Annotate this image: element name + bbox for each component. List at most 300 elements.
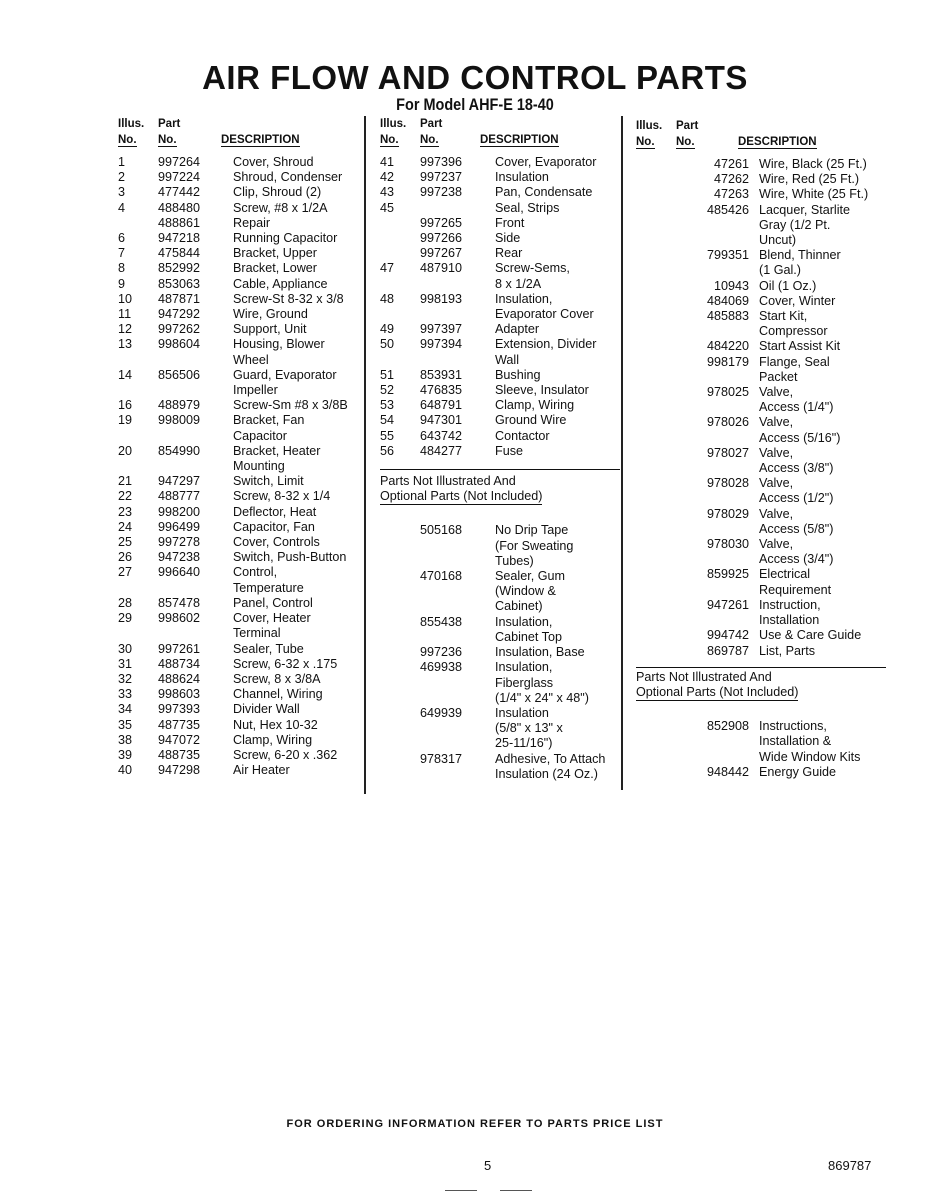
part-row <box>380 615 620 630</box>
illus-number <box>636 644 674 659</box>
part-number: 488861 <box>158 215 201 230</box>
part-row <box>380 383 620 398</box>
part-number: 47263 <box>713 187 749 202</box>
illus-number: 11 <box>118 307 132 322</box>
part-description: Terminal <box>233 626 281 641</box>
part-number <box>420 599 495 614</box>
part-number: 998179 <box>706 354 749 369</box>
part-row <box>118 718 363 733</box>
part-row <box>380 292 620 307</box>
part-row <box>118 733 363 748</box>
part-number <box>158 581 233 596</box>
part-row <box>118 261 363 276</box>
part-description: (1/4" x 24" x 48") <box>495 690 589 705</box>
illus-number <box>636 400 674 415</box>
part-row <box>118 277 363 292</box>
part-description: Pan, Condensate <box>495 185 593 200</box>
part-description: Cover, Heater <box>233 611 311 626</box>
part-number: 997397 <box>420 322 463 337</box>
part-header-top: Part <box>420 118 443 130</box>
part-description: Housing, Blower <box>233 337 325 352</box>
optional-heading-line2: Optional Parts (Not Included) <box>636 685 798 701</box>
part-number: 855438 <box>420 614 463 629</box>
part-row <box>380 277 620 292</box>
illus-number: 12 <box>118 322 133 337</box>
part-row <box>636 476 886 491</box>
illus-number: 23 <box>118 504 133 519</box>
part-description: Fuse <box>495 443 523 458</box>
part-number <box>674 263 759 278</box>
part-description: Gray (1/2 Pt. <box>759 217 831 232</box>
part-number <box>674 233 759 248</box>
part-description: Bracket, Upper <box>233 246 317 261</box>
part-description: Screw-Sm #8 x 3/8B <box>233 398 348 413</box>
part-row <box>118 413 363 428</box>
part-row <box>380 246 620 261</box>
part-row <box>380 413 620 428</box>
part-number: 997265 <box>420 215 463 230</box>
page-number: 5 <box>484 1158 492 1173</box>
illus-number <box>380 216 420 231</box>
illus-number <box>636 734 674 749</box>
part-row <box>380 706 620 721</box>
part-number: 947072 <box>158 732 201 747</box>
part-number <box>420 691 495 706</box>
part-description: Channel, Wiring <box>233 687 323 702</box>
part-number: 998602 <box>158 611 201 626</box>
part-row <box>118 702 363 717</box>
illus-header-bottom: No. <box>636 136 655 148</box>
part-row <box>380 337 620 352</box>
illus-header-top: Illus. <box>380 118 407 130</box>
part-number: 47262 <box>713 172 749 187</box>
part-number <box>420 584 495 599</box>
part-description: Temperature <box>233 580 304 595</box>
illus-number <box>380 353 420 368</box>
part-description: Fiberglass <box>495 675 554 690</box>
illus-number <box>636 567 674 582</box>
optional-parts-list <box>636 719 886 780</box>
part-row <box>380 767 620 782</box>
part-description: Insulation <box>495 170 549 185</box>
parts-column-2 <box>380 118 620 782</box>
part-description: Switch, Limit <box>233 474 304 489</box>
part-description: Cover, Shroud <box>233 155 314 169</box>
part-description: Access (1/2") <box>759 491 834 506</box>
part-row <box>636 203 886 218</box>
illus-number: 13 <box>118 337 133 352</box>
illus-number: 25 <box>118 535 133 550</box>
part-row <box>636 415 886 430</box>
part-row <box>118 505 363 520</box>
part-number <box>158 383 233 398</box>
illus-header-top: Illus. <box>118 118 145 130</box>
part-number: 643742 <box>420 428 463 443</box>
part-description: Instructions, <box>759 719 827 734</box>
part-row <box>636 233 886 248</box>
part-description: Blend, Thinner <box>759 248 841 263</box>
scan-mark <box>445 1190 477 1191</box>
part-description: Shroud, Condenser <box>233 170 343 185</box>
part-row <box>118 231 363 246</box>
illus-number: 50 <box>380 337 395 352</box>
illus-number <box>636 279 674 294</box>
illus-number: 47 <box>380 261 395 276</box>
part-description: Repair <box>233 215 271 230</box>
part-number: 484277 <box>420 443 463 458</box>
part-description: Cover, Winter <box>759 293 836 308</box>
part-number: 856506 <box>158 367 201 382</box>
part-description: Contactor <box>495 428 550 443</box>
part-description: Clip, Shroud (2) <box>233 185 322 200</box>
part-number: 978026 <box>706 415 749 430</box>
part-row <box>118 581 363 596</box>
part-description: Wire, Red (25 Ft.) <box>759 172 860 187</box>
part-description: Cover, Evaporator <box>495 155 597 169</box>
part-number: 948442 <box>706 764 749 779</box>
part-description: Valve, <box>759 445 794 460</box>
illus-number <box>636 370 674 385</box>
part-row <box>118 520 363 535</box>
part-row <box>118 672 363 687</box>
illus-number <box>380 706 420 721</box>
part-number: 997237 <box>420 170 463 185</box>
part-description: Insulation, <box>495 291 553 306</box>
illus-number <box>380 736 420 751</box>
part-row <box>118 657 363 672</box>
part-description: Lacquer, Starlite <box>759 202 851 217</box>
part-number <box>674 491 759 506</box>
part-number: 484069 <box>706 293 749 308</box>
illus-number: 45 <box>380 200 395 215</box>
part-row <box>636 400 886 415</box>
part-number <box>420 676 495 691</box>
illus-number: 2 <box>118 170 126 185</box>
part-number <box>420 539 495 554</box>
illus-number <box>380 767 420 782</box>
part-description: Flange, Seal <box>759 354 830 369</box>
part-row <box>118 201 363 216</box>
part-row <box>118 292 363 307</box>
part-row <box>636 750 886 765</box>
illus-number <box>636 157 674 172</box>
part-row <box>380 201 620 216</box>
illus-number <box>380 615 420 630</box>
column-header <box>118 118 363 152</box>
illus-number: 54 <box>380 413 395 428</box>
part-description: Valve, <box>759 415 794 430</box>
part-row <box>118 763 363 778</box>
part-description: Mounting <box>233 459 285 474</box>
illus-number <box>380 231 420 246</box>
part-description: Access (1/4") <box>759 400 834 415</box>
illus-number <box>636 385 674 400</box>
part-number <box>674 583 759 598</box>
part-number: 997393 <box>158 702 201 717</box>
part-row <box>636 370 886 385</box>
part-row <box>636 461 886 476</box>
part-row <box>380 353 620 368</box>
part-description: Electrical <box>759 567 811 582</box>
part-row <box>118 474 363 489</box>
illus-number <box>636 218 674 233</box>
optional-parts-heading <box>636 670 886 701</box>
part-row <box>380 584 620 599</box>
illus-number <box>636 476 674 491</box>
illus-number <box>380 645 420 660</box>
illus-number <box>636 203 674 218</box>
illus-number <box>636 537 674 552</box>
illus-header-top: Illus. <box>636 120 663 132</box>
illus-number <box>636 233 674 248</box>
part-number: 998200 <box>158 504 201 519</box>
part-description: 25-11/16") <box>495 736 553 751</box>
part-description: Packet <box>759 369 798 384</box>
part-number <box>674 750 759 765</box>
model-subtitle: For Model AHF-E 18-40 <box>396 95 554 114</box>
part-row <box>636 537 886 552</box>
part-row <box>118 611 363 626</box>
illus-number <box>636 309 674 324</box>
part-row <box>118 550 363 565</box>
part-number <box>674 400 759 415</box>
part-row <box>636 567 886 582</box>
illus-number: 16 <box>118 398 133 413</box>
part-row <box>636 598 886 613</box>
part-row <box>636 613 886 628</box>
part-number: 854990 <box>158 443 201 458</box>
part-number: 997264 <box>158 155 201 169</box>
part-description: Installation <box>759 613 820 628</box>
illus-number <box>636 263 674 278</box>
part-description: No Drip Tape <box>495 523 569 538</box>
part-number <box>420 277 495 292</box>
part-number <box>158 626 233 641</box>
illus-number <box>118 429 158 444</box>
part-row <box>118 246 363 261</box>
part-number: 947301 <box>420 413 463 428</box>
illus-number <box>636 355 674 370</box>
part-row <box>636 446 886 461</box>
illus-number: 14 <box>118 367 133 382</box>
part-number: 505168 <box>420 523 463 538</box>
part-row <box>636 765 886 780</box>
illus-number: 30 <box>118 641 133 656</box>
illus-number <box>380 599 420 614</box>
part-description: Switch, Push-Button <box>233 550 347 565</box>
illus-number: 38 <box>118 732 133 747</box>
part-row <box>636 157 886 172</box>
part-row <box>118 353 363 368</box>
part-number <box>674 370 759 385</box>
part-row <box>118 489 363 504</box>
part-description: Compressor <box>759 324 828 339</box>
part-description: Access (3/8") <box>759 461 834 476</box>
part-number <box>158 429 233 444</box>
part-description: Panel, Control <box>233 595 313 610</box>
part-number <box>420 554 495 569</box>
part-description: (1 Gal.) <box>759 263 801 278</box>
part-number: 470168 <box>420 569 463 584</box>
part-number <box>420 201 495 216</box>
illus-number <box>380 539 420 554</box>
part-number <box>420 307 495 322</box>
illus-number: 7 <box>118 246 126 261</box>
illus-number: 6 <box>118 231 126 246</box>
part-number: 997236 <box>420 645 463 660</box>
part-description: Control, <box>233 565 278 580</box>
part-row <box>636 385 886 400</box>
part-row <box>380 368 620 383</box>
illus-number <box>380 569 420 584</box>
illus-number <box>636 765 674 780</box>
illus-number <box>636 172 674 187</box>
part-description: Side <box>495 231 521 246</box>
part-number <box>158 353 233 368</box>
part-row <box>636 644 886 659</box>
part-description: Screw, 8-32 x 1/4 <box>233 489 331 504</box>
page-title: AIR FLOW AND CONTROL PARTS <box>202 59 748 96</box>
part-number: 978029 <box>706 506 749 521</box>
part-number: 997238 <box>420 185 463 200</box>
part-row <box>380 523 620 538</box>
part-row <box>380 307 620 322</box>
part-number: 869787 <box>706 643 749 658</box>
part-description: Adapter <box>495 322 540 337</box>
part-number: 648791 <box>420 398 463 413</box>
column-divider <box>364 116 366 794</box>
part-row <box>380 216 620 231</box>
part-header-top: Part <box>676 120 699 132</box>
part-row <box>380 322 620 337</box>
part-number: 998604 <box>158 337 201 352</box>
part-number: 947298 <box>158 763 201 778</box>
part-description: Access (5/8") <box>759 521 834 536</box>
column-header <box>380 118 620 152</box>
illus-number: 34 <box>118 702 133 717</box>
part-number: 998009 <box>158 413 201 428</box>
part-number: 978028 <box>706 476 749 491</box>
illus-number: 43 <box>380 185 395 200</box>
part-row <box>118 307 363 322</box>
part-number <box>674 431 759 446</box>
illus-number: 51 <box>380 367 395 382</box>
illus-number: 1 <box>118 155 126 169</box>
parts-column-3 <box>636 120 886 780</box>
part-description: Bracket, Fan <box>233 413 305 428</box>
illus-number <box>380 676 420 691</box>
part-description: Wire, Ground <box>233 307 308 322</box>
scan-mark <box>500 1190 532 1191</box>
part-description: Impeller <box>233 383 278 398</box>
part-number: 853931 <box>420 367 463 382</box>
part-description: Nut, Hex 10-32 <box>233 717 318 732</box>
part-description: Wheel <box>233 352 269 367</box>
part-description: Clamp, Wiring <box>233 732 313 747</box>
part-number: 997262 <box>158 322 201 337</box>
part-description: Cabinet) <box>495 599 543 614</box>
part-number: 799351 <box>706 248 749 263</box>
part-number: 485426 <box>706 202 749 217</box>
illus-number <box>636 598 674 613</box>
part-description: Insulation (24 Oz.) <box>495 766 598 781</box>
part-number <box>158 459 233 474</box>
part-row <box>380 691 620 706</box>
part-description: Guard, Evaporator <box>233 367 337 382</box>
part-row <box>118 155 363 170</box>
illus-number: 4 <box>118 200 126 215</box>
part-row <box>380 752 620 767</box>
part-description: Running Capacitor <box>233 231 338 246</box>
part-number: 947297 <box>158 474 201 489</box>
illus-number <box>380 307 420 322</box>
parts-column-1 <box>118 118 363 778</box>
document-number: 869787 <box>828 1158 872 1173</box>
part-row <box>380 676 620 691</box>
part-description: Wide Window Kits <box>759 749 861 764</box>
part-row <box>118 626 363 641</box>
part-row <box>636 279 886 294</box>
part-number <box>674 522 759 537</box>
illus-number <box>636 415 674 430</box>
part-number: 488734 <box>158 656 201 671</box>
optional-parts-heading <box>380 474 620 505</box>
part-number: 997261 <box>158 641 201 656</box>
part-description: Use & Care Guide <box>759 628 862 643</box>
part-description: Wire, Black (25 Ft.) <box>759 157 867 171</box>
illus-number <box>380 752 420 767</box>
part-number: 994742 <box>706 628 749 643</box>
part-description: (For Sweating <box>495 538 574 553</box>
part-row <box>380 261 620 276</box>
illus-number <box>636 719 674 734</box>
illus-number <box>380 660 420 675</box>
part-number: 947292 <box>158 307 201 322</box>
part-description: Oil (1 Oz.) <box>759 278 817 293</box>
part-number <box>674 218 759 233</box>
part-header-bottom: No. <box>158 134 177 146</box>
illus-number: 9 <box>118 276 126 291</box>
part-row <box>636 263 886 278</box>
illus-number <box>118 459 158 474</box>
part-number: 484220 <box>706 339 749 354</box>
part-description: Cabinet Top <box>495 629 562 644</box>
part-description: Insulation <box>495 705 549 720</box>
part-description: Bracket, Lower <box>233 261 317 276</box>
illus-number <box>380 523 420 538</box>
part-number: 487735 <box>158 717 201 732</box>
part-description: Capacitor, Fan <box>233 519 315 534</box>
illus-number: 21 <box>118 474 133 489</box>
illus-number: 35 <box>118 717 133 732</box>
part-description: Screw, 6-32 x .175 <box>233 656 338 671</box>
part-header-bottom: No. <box>676 136 695 148</box>
part-number: 947261 <box>706 597 749 612</box>
part-row <box>636 522 886 537</box>
illus-number <box>636 552 674 567</box>
part-row <box>380 736 620 751</box>
part-row <box>118 687 363 702</box>
column-divider <box>621 116 623 790</box>
part-description: Valve, <box>759 385 794 400</box>
part-number: 947238 <box>158 550 201 565</box>
part-row <box>118 170 363 185</box>
part-description: Access (5/16") <box>759 430 841 445</box>
illus-number: 31 <box>118 656 133 671</box>
part-row <box>118 596 363 611</box>
illus-number: 32 <box>118 671 133 686</box>
part-description: Bracket, Heater <box>233 443 321 458</box>
